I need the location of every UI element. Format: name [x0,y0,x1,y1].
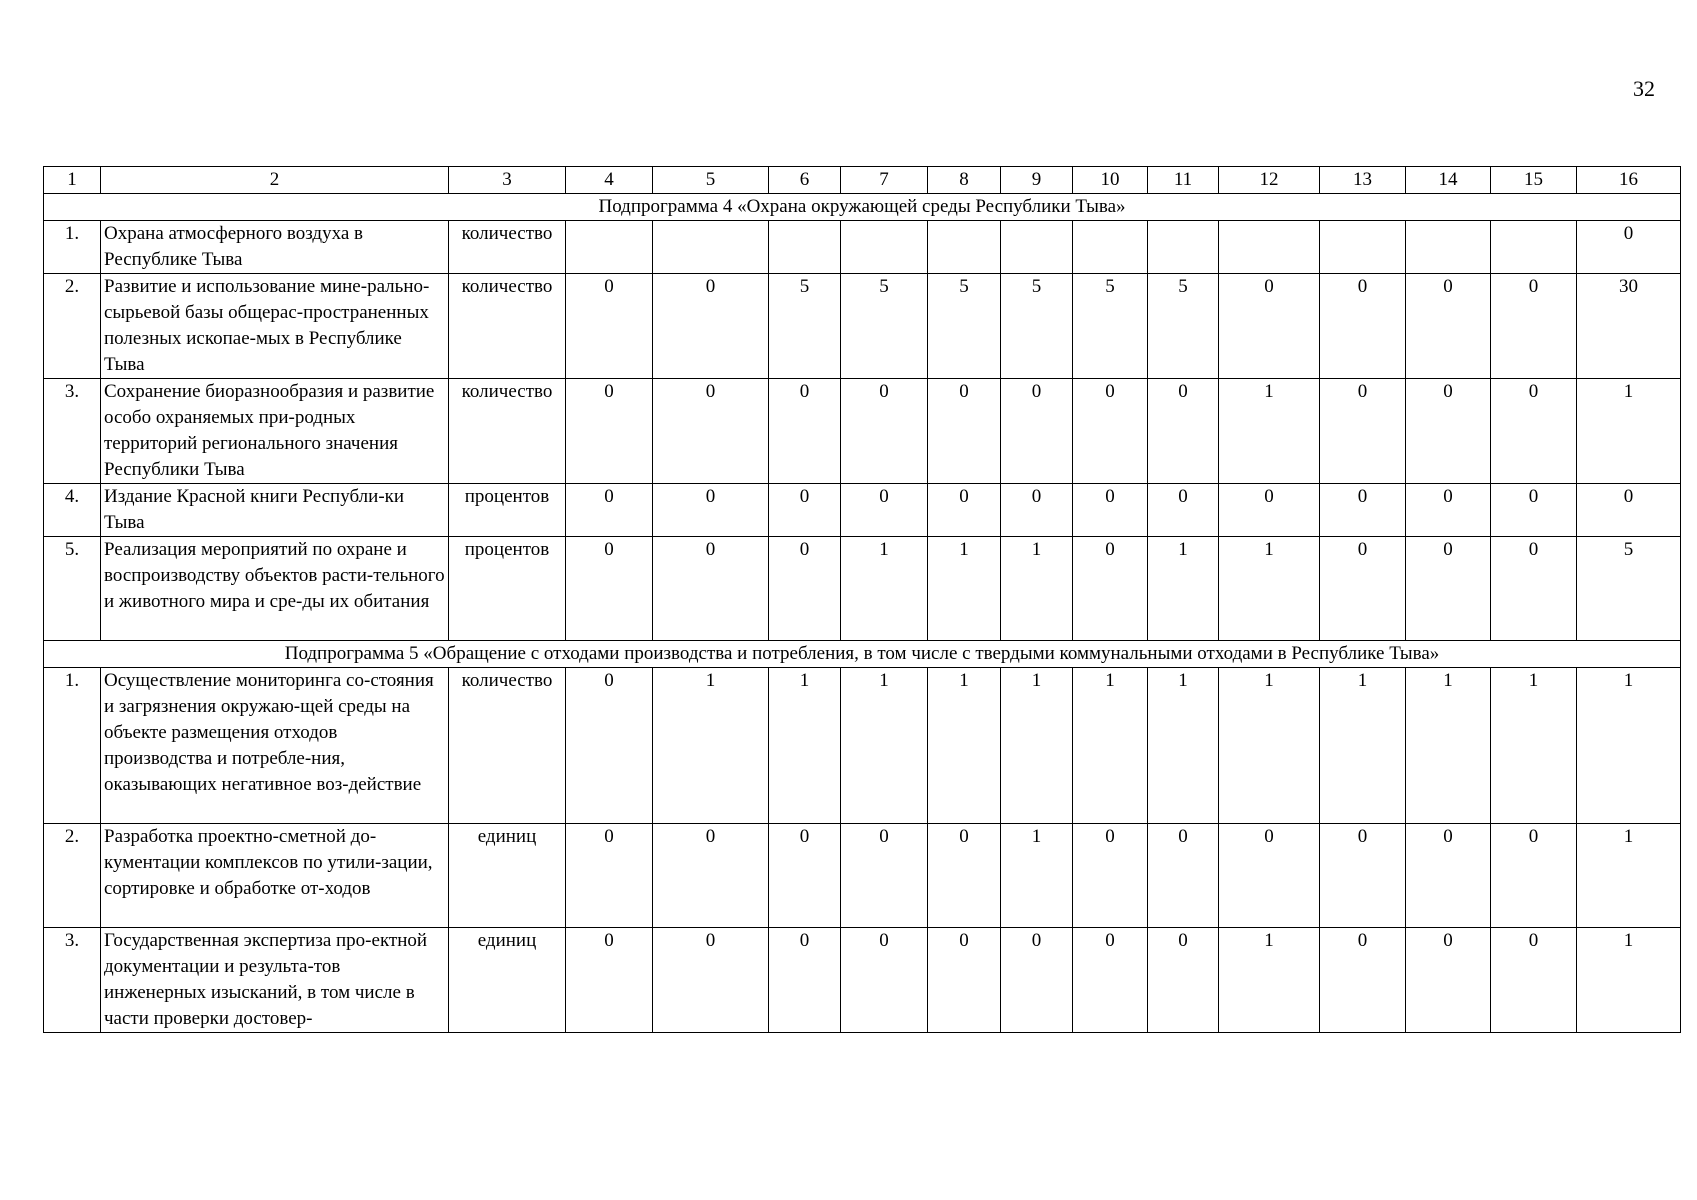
value-cell: 0 [1320,274,1406,379]
unit-of-measure: единиц [449,824,566,928]
value-cell: 0 [841,379,928,484]
value-cell [1073,221,1148,274]
table-row [44,928,1681,1033]
row-number: 4. [44,484,101,537]
column-header: 15 [1491,167,1577,194]
value-cell: 1 [1001,824,1073,928]
value-cell [1219,221,1320,274]
value-cell: 0 [769,379,841,484]
value-cell: 1 [928,668,1001,824]
value-cell: 0 [566,537,653,641]
section-title-row [44,641,1681,668]
value-cell: 0 [1577,484,1681,537]
value-cell: 0 [1406,484,1491,537]
indicator-name: Реализация мероприятий по охране и воспроизводству объектов расти-тельного и животного мира и сре-ды их обитания [101,537,449,641]
value-cell: 1 [1219,379,1320,484]
value-cell: 1 [653,668,769,824]
value-cell: 5 [1577,537,1681,641]
value-cell: 0 [841,484,928,537]
value-cell: 1 [769,668,841,824]
value-cell: 0 [1001,379,1073,484]
column-header: 7 [841,167,928,194]
value-cell: 0 [1320,484,1406,537]
value-cell: 0 [1073,928,1148,1033]
value-cell: 1 [1320,668,1406,824]
column-header: 4 [566,167,653,194]
value-cell: 1 [1073,668,1148,824]
value-cell: 0 [1219,824,1320,928]
column-header: 3 [449,167,566,194]
value-cell: 0 [1219,484,1320,537]
row-number: 3. [44,379,101,484]
value-cell: 0 [1320,379,1406,484]
row-number: 1. [44,668,101,824]
table-row [44,221,1681,274]
column-header: 16 [1577,167,1681,194]
value-cell: 0 [841,928,928,1033]
column-header: 14 [1406,167,1491,194]
value-cell: 1 [1001,537,1073,641]
value-cell: 1 [928,537,1001,641]
value-cell: 0 [769,928,841,1033]
value-cell: 1 [1001,668,1073,824]
column-header: 5 [653,167,769,194]
value-cell: 5 [928,274,1001,379]
table-row [44,274,1681,379]
value-cell: 1 [841,668,928,824]
value-cell [1320,221,1406,274]
value-cell: 0 [769,824,841,928]
value-cell: 0 [1406,274,1491,379]
value-cell: 1 [1219,928,1320,1033]
value-cell: 0 [1406,537,1491,641]
value-cell: 0 [566,484,653,537]
column-header: 10 [1073,167,1148,194]
value-cell: 0 [1491,537,1577,641]
column-header: 1 [44,167,101,194]
indicator-name: Сохранение биоразнообразия и развитие особо охраняемых при-родных территорий регионального значения Республики Тыва [101,379,449,484]
value-cell: 1 [1577,379,1681,484]
value-cell: 5 [841,274,928,379]
value-cell: 0 [1491,484,1577,537]
value-cell: 0 [928,484,1001,537]
value-cell: 5 [769,274,841,379]
row-number: 2. [44,274,101,379]
indicator-name: Развитие и использование мине-рально-сырьевой базы общерас-пространенных полезных ископае-мых в Республике Тыва [101,274,449,379]
table-row [44,824,1681,928]
row-number: 1. [44,221,101,274]
table-row [44,668,1681,824]
value-cell: 0 [653,928,769,1033]
value-cell [1001,221,1073,274]
value-cell: 0 [841,824,928,928]
value-cell: 0 [1001,484,1073,537]
value-cell: 0 [1073,824,1148,928]
value-cell: 0 [1406,379,1491,484]
value-cell: 0 [928,824,1001,928]
value-cell: 0 [566,274,653,379]
unit-of-measure: количество [449,274,566,379]
value-cell: 0 [1219,274,1320,379]
value-cell: 0 [1148,379,1219,484]
value-cell: 1 [1406,668,1491,824]
section-title: Подпрограмма 5 «Обращение с отходами производства и потребления, в том числе с твердыми коммунальными отходами в Республике Тыва» [44,641,1681,668]
column-header: 12 [1219,167,1320,194]
indicator-name: Государственная экспертиза про-ектной документации и результа-тов инженерных изысканий, в том числе в части проверки достовер- [101,928,449,1033]
value-cell: 0 [1320,824,1406,928]
value-cell: 0 [566,379,653,484]
indicator-name: Разработка проектно-сметной до-кументации комплексов по утили-зации, сортировке и обработке от-ходов [101,824,449,928]
value-cell: 1 [1577,928,1681,1033]
value-cell: 0 [1320,537,1406,641]
column-header: 11 [1148,167,1219,194]
value-cell: 1 [1577,824,1681,928]
indicator-name: Издание Красной книги Республи-ки Тыва [101,484,449,537]
value-cell [1148,221,1219,274]
column-header: 2 [101,167,449,194]
value-cell: 0 [1073,379,1148,484]
value-cell [928,221,1001,274]
value-cell: 1 [841,537,928,641]
indicators-table [43,166,1681,1033]
row-number: 3. [44,928,101,1033]
value-cell: 0 [566,824,653,928]
unit-of-measure: количество [449,668,566,824]
value-cell: 30 [1577,274,1681,379]
unit-of-measure: процентов [449,484,566,537]
value-cell: 0 [1073,537,1148,641]
value-cell: 5 [1073,274,1148,379]
value-cell: 1 [1491,668,1577,824]
table-row [44,537,1681,641]
value-cell: 0 [1406,824,1491,928]
value-cell: 0 [653,379,769,484]
value-cell [653,221,769,274]
value-cell: 0 [1001,928,1073,1033]
value-cell: 0 [1491,379,1577,484]
value-cell: 0 [1148,484,1219,537]
column-header: 9 [1001,167,1073,194]
value-cell: 0 [1491,928,1577,1033]
row-number: 2. [44,824,101,928]
page-number: 32 [1633,76,1655,101]
value-cell: 0 [1577,221,1681,274]
section-title-row [44,194,1681,221]
column-header: 6 [769,167,841,194]
value-cell [769,221,841,274]
value-cell: 0 [1406,928,1491,1033]
value-cell: 0 [928,928,1001,1033]
value-cell: 0 [1148,824,1219,928]
value-cell: 0 [653,274,769,379]
column-header: 13 [1320,167,1406,194]
unit-of-measure: процентов [449,537,566,641]
column-header: 8 [928,167,1001,194]
value-cell: 0 [653,484,769,537]
value-cell: 1 [1219,668,1320,824]
table-row [44,379,1681,484]
value-cell: 1 [1219,537,1320,641]
value-cell: 5 [1148,274,1219,379]
value-cell: 0 [653,824,769,928]
value-cell: 0 [769,484,841,537]
value-cell: 0 [1491,274,1577,379]
unit-of-measure: единиц [449,928,566,1033]
value-cell: 0 [566,668,653,824]
value-cell [1491,221,1577,274]
value-cell: 1 [1577,668,1681,824]
header-row [44,167,1681,194]
indicator-name: Охрана атмосферного воздуха в Республике Тыва [101,221,449,274]
value-cell [1406,221,1491,274]
value-cell: 0 [1491,824,1577,928]
value-cell: 0 [1073,484,1148,537]
value-cell: 1 [1148,668,1219,824]
value-cell: 0 [1148,928,1219,1033]
value-cell: 1 [1148,537,1219,641]
value-cell: 0 [1320,928,1406,1033]
table-row [44,484,1681,537]
value-cell: 0 [566,928,653,1033]
value-cell [566,221,653,274]
unit-of-measure: количество [449,221,566,274]
value-cell: 5 [1001,274,1073,379]
unit-of-measure: количество [449,379,566,484]
value-cell [841,221,928,274]
indicator-name: Осуществление мониторинга со-стояния и загрязнения окружаю-щей среды на объекте размещения отходов производства и потребле-ния, оказывающих негативное воз-действие [101,668,449,824]
value-cell: 0 [928,379,1001,484]
value-cell: 0 [653,537,769,641]
section-title: Подпрограмма 4 «Охрана окружающей среды Республики Тыва» [44,194,1681,221]
row-number: 5. [44,537,101,641]
value-cell: 0 [769,537,841,641]
